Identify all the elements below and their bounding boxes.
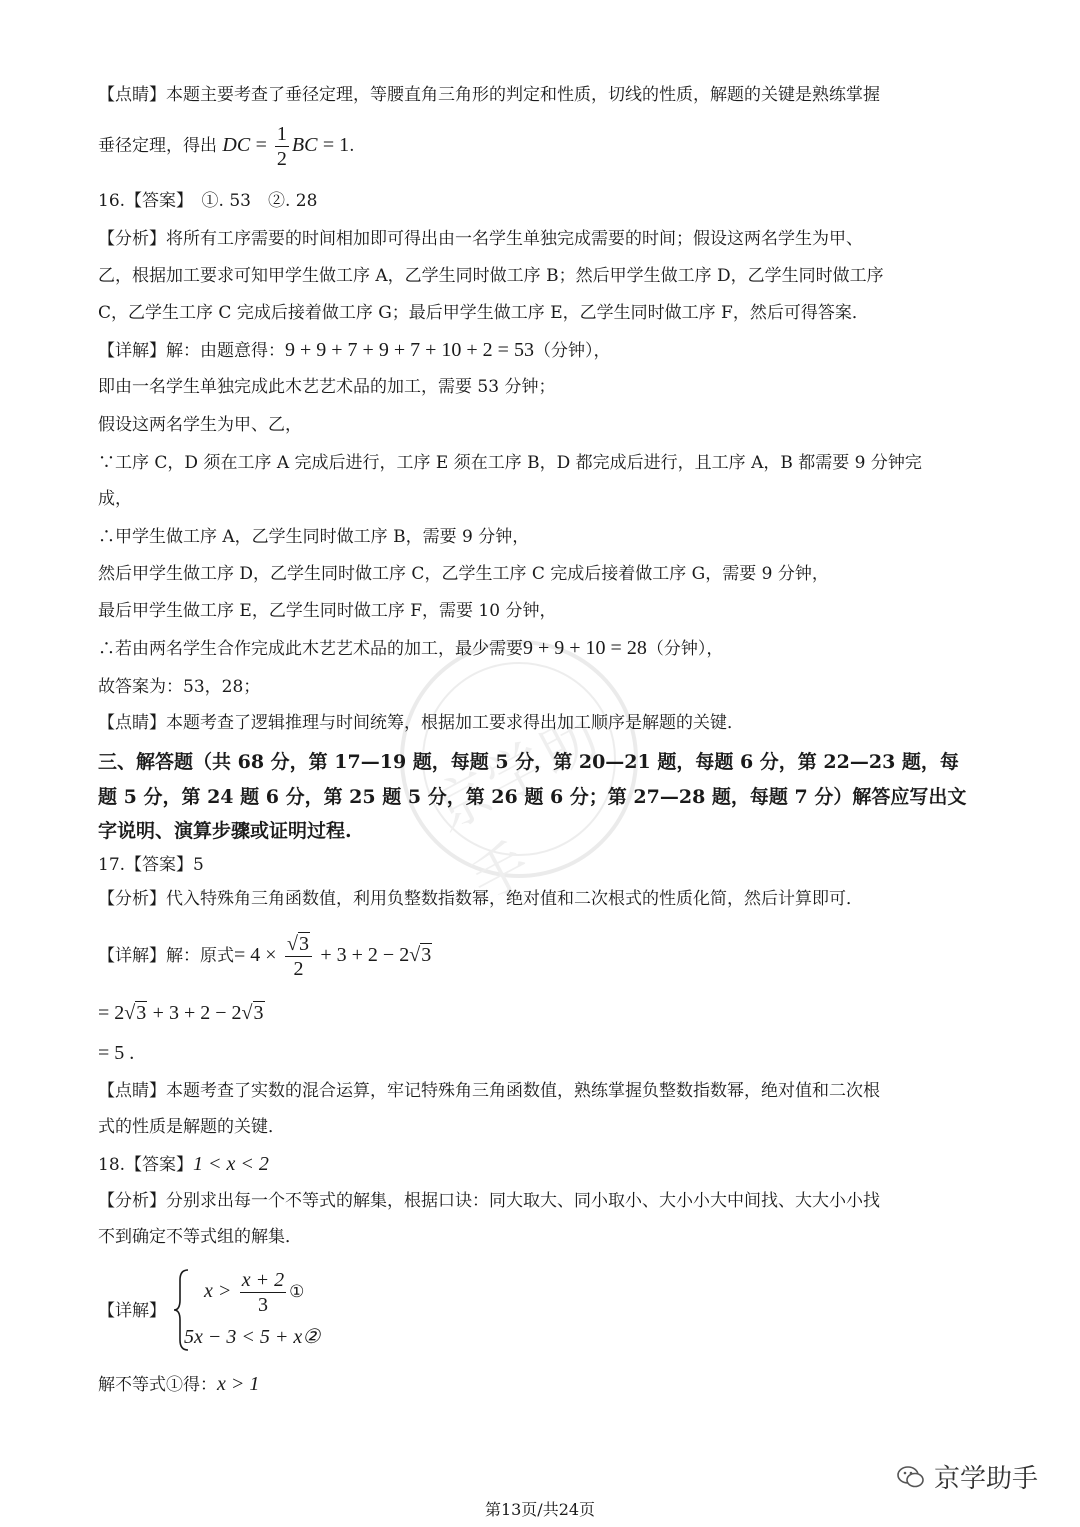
sqrt: √3 xyxy=(409,944,432,966)
section-heading: 题 5 分，第 24 题 6 分，第 25 题 5 分，第 26 题 6 分；第 27—28 题，每题 7 分）解答应写出文 xyxy=(98,786,967,808)
brand-watermark: 京学助手 xyxy=(896,1458,1038,1495)
analysis-18: 【分析】分别求出每一个不等式的解集，根据口诀：同大取大、同小取小、大小小大中间找、大大小小找 xyxy=(98,1191,880,1211)
detail-line: 【详解】解：由题意得：9 + 9 + 7 + 9 + 7 + 10 + 2 = 53（分钟）， xyxy=(98,339,611,361)
section-heading: 三、解答题（共 68 分，第 17—19 题，每题 5 分，第 20—21 题，每题 6 分，第 22—23 题，每 xyxy=(98,751,959,773)
detail-line: 成， xyxy=(98,489,132,509)
detail-line: ∴若由两名学生合作完成此木艺艺术品的加工，最少需要9 + 9 + 10 = 28（分钟）， xyxy=(98,637,724,659)
analysis-line: 乙，根据加工要求可知甲学生做工序 A，乙学生同时做工序 B；然后甲学生做工序 D，乙学生同时做工序 xyxy=(98,266,884,286)
comment-17: 式的性质是解题的关键． xyxy=(98,1117,285,1137)
equation-line: = 5 . xyxy=(98,1042,135,1064)
fraction: $\frac{√3}{2}$ xyxy=(285,932,312,981)
detail-line: ∵工序 C，D 须在工序 A 完成后进行，工序 E 须在工序 B，D 都完成后进行，且工序 A，B 都需要 9 分钟完 xyxy=(98,453,922,473)
detail-line: 即由一名学生单独完成此木艺艺术品的加工，需要 53 分钟； xyxy=(98,377,556,397)
detail-line: 最后甲学生做工序 E，乙学生同时做工序 F，需要 10 分钟， xyxy=(98,601,557,621)
detail-line: ∴甲学生做工序 A，乙学生同时做工序 B，需要 9 分钟， xyxy=(98,527,530,547)
detail-line: 假设这两名学生为甲、乙， xyxy=(98,415,302,435)
equation-line: = 2√3 + 3 + 2 − 2√3 xyxy=(98,1002,264,1024)
comment-17: 【点睛】本题考查了实数的混合运算，牢记特殊角三角函数值，熟练掌握负整数指数幂，绝对值和二次根 xyxy=(98,1081,880,1101)
text-line: 【点睛】本题主要考查了垂径定理，等腰直角三角形的判定和性质，切线的性质，解题的关键是熟练掌握 xyxy=(98,85,880,105)
detail-17: 【详解】解：原式= 4 × $\frac{√3}{2}$ + 3 + 2 − 2√3 xyxy=(98,933,432,980)
detail-line: 故答案为：53，28； xyxy=(98,677,261,697)
answer-16: 16.【答案】 ①. 53 ②. 28 xyxy=(98,191,318,211)
watermark-text: 京学助手 xyxy=(423,702,613,915)
fraction: $\frac{1}{2}$ xyxy=(276,123,287,170)
wechat-icon xyxy=(896,1464,926,1490)
analysis-17: 【分析】代入特殊角三角函数值，利用负整数指数幂，绝对值和二次根式的性质化简，然后计算即可． xyxy=(98,889,863,909)
page-footer: 第13页/共24页 xyxy=(484,1500,596,1519)
answer-17: 17.【答案】5 xyxy=(98,855,204,875)
detail-line: 然后甲学生做工序 D，乙学生同时做工序 C，乙学生工序 C 完成后接着做工序 G，需要 9 分钟， xyxy=(98,564,829,584)
detail-18-label: 【详解】 xyxy=(98,1301,166,1321)
comment-16: 【点睛】本题考查了逻辑推理与时间统筹，根据加工要求得出加工顺序是解题的关键． xyxy=(98,713,744,733)
analysis-line: 【分析】将所有工序需要的时间相加即可得出由一名学生单独完成需要的时间；假设这两名学生为甲、 xyxy=(98,229,863,249)
text-line: 垂径定理，得出 DC = $\frac{1}{2}$ BC = 1. xyxy=(98,123,355,170)
fraction: $\frac{x + 2}{3}$ xyxy=(241,1269,285,1316)
inequality-1: x > $\frac{x + 2}{3}$ ① xyxy=(204,1269,305,1316)
analysis-18: 不到确定不等式组的解集． xyxy=(98,1227,302,1247)
section-heading: 字说明、演算步骤或证明过程. xyxy=(98,820,352,842)
analysis-line: C，乙学生工序 C 完成后接着做工序 G；最后甲学生做工序 E，乙学生同时做工序 F，然后可得答案． xyxy=(98,303,869,323)
inequality-2: 5x − 3 < 5 + x② xyxy=(184,1326,321,1348)
solution-line: 解不等式①得：x > 1 xyxy=(98,1373,260,1395)
answer-18: 18.【答案】1 < x < 2 xyxy=(98,1153,269,1175)
